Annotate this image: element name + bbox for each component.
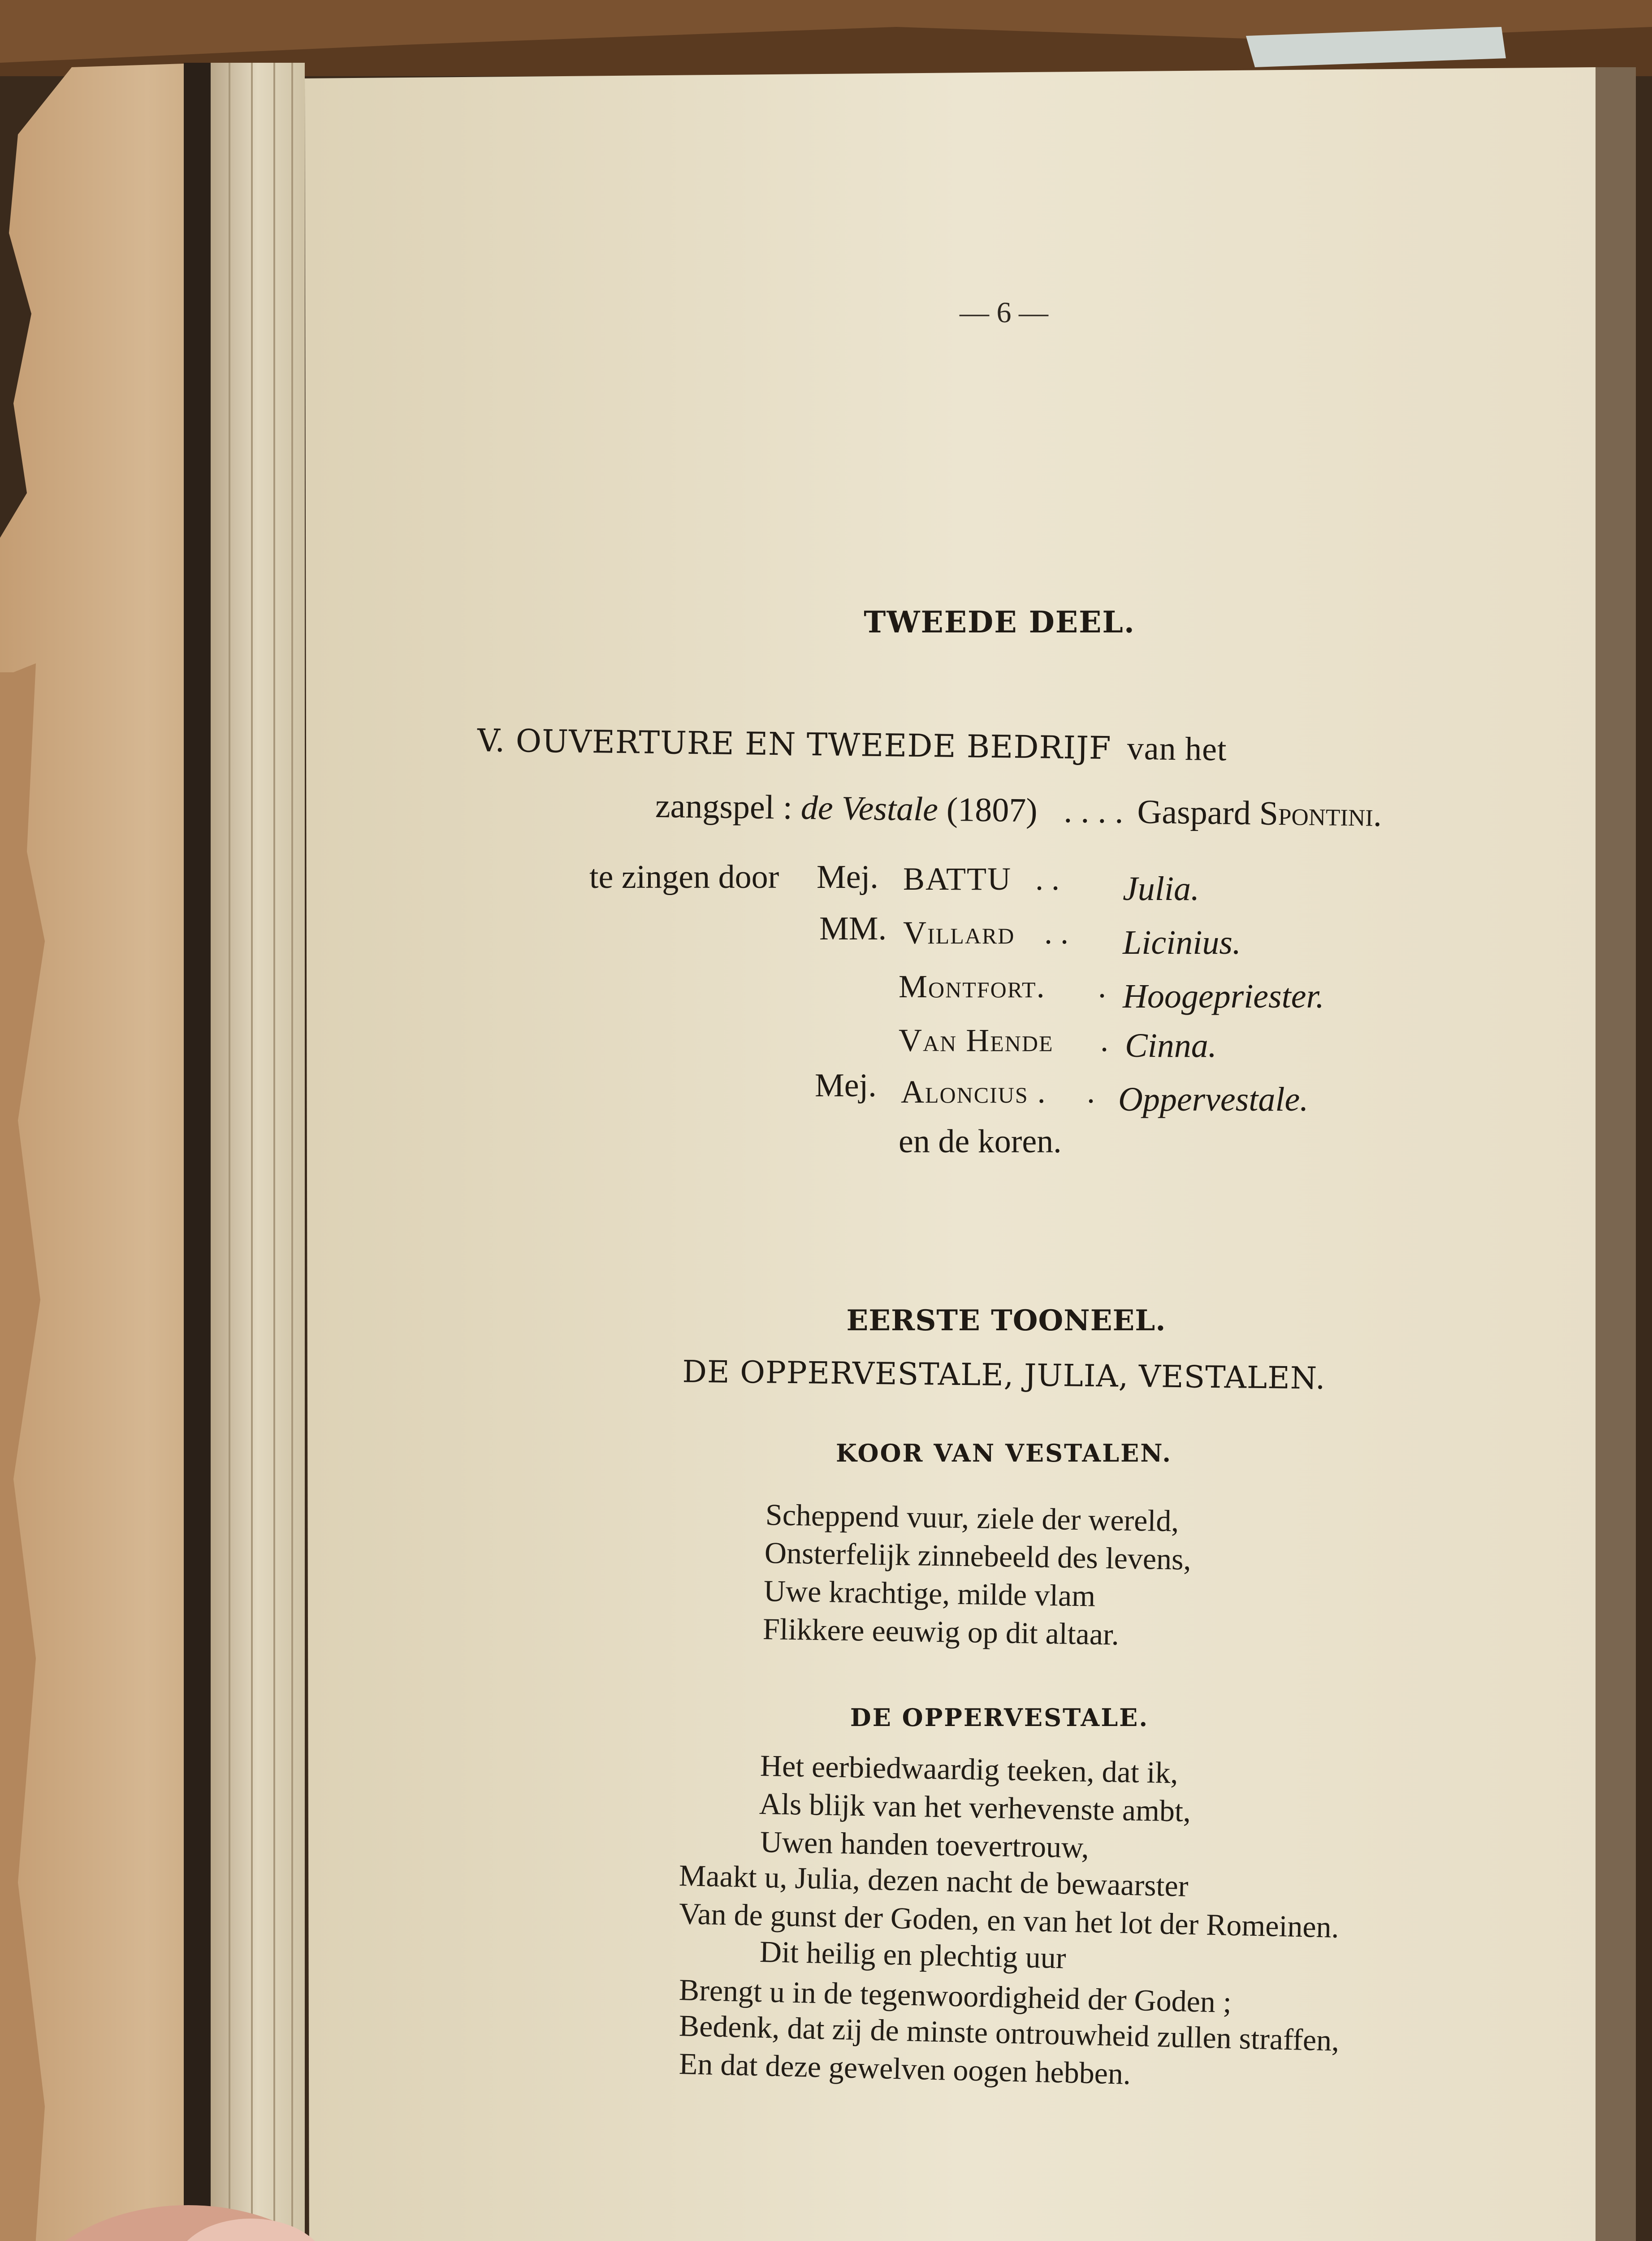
verse-line: Brengt u in de tegenwoordigheid der Goden ; — [679, 1973, 1232, 2019]
work-prefix: zangspel : — [655, 787, 801, 826]
program-item-title-main: V. OUVERTURE EN TWEEDE BEDRIJF — [477, 722, 1112, 767]
cast-role: Julia. — [1123, 870, 1199, 908]
verse-line: Flikkere eeuwig op dit altaar. — [762, 1612, 1120, 1652]
cast-singer: BATTU — [903, 861, 1012, 897]
verse-line: Van de gunst der Goden, en van het lot der Romeinen. — [679, 1896, 1340, 1944]
program-item-title — [477, 724, 1227, 766]
cast-dots: . — [1100, 1022, 1108, 1058]
cast-singer: Villard — [903, 915, 1015, 951]
verse-line: Scheppend vuur, ziele der wereld, — [765, 1497, 1179, 1538]
cast-dots: . — [1087, 1074, 1095, 1110]
verse-line: Dit heilig en plechtig uur — [759, 1934, 1067, 1975]
cast-prefix: MM. — [819, 910, 887, 947]
cast-dots: . . — [1035, 861, 1060, 897]
cast-dots: . — [1098, 969, 1106, 1004]
verse-line: Maakt u, Julia, dezen nacht de bewaarster — [679, 1858, 1189, 1903]
work-title: de Vestale — [800, 788, 938, 828]
verse-line: En dat deze gewelven oogen hebben. — [679, 2046, 1131, 2091]
speaker-heading: DE OPPERVESTALE. — [850, 1703, 1149, 1732]
cast-role: Oppervestale. — [1118, 1081, 1309, 1118]
work-year: (1807) — [938, 790, 1038, 830]
cast-chorus: en de koren. — [899, 1123, 1062, 1160]
cast-singer: Montfort. — [899, 969, 1046, 1004]
chorus-heading: KOOR VAN VESTALEN. — [835, 1439, 1172, 1467]
verse-line: Uwe krachtige, milde vlam — [763, 1574, 1096, 1613]
verse-line: Uwen handen toevertrouw, — [760, 1825, 1090, 1865]
cast-singer: Aloncius . — [901, 1074, 1047, 1110]
composer-last: Spontini. — [1259, 794, 1382, 834]
page-number: — 6 — — [960, 296, 1048, 329]
cast-role: Cinna. — [1125, 1027, 1217, 1064]
cast-prefix: Mej. — [815, 1067, 877, 1104]
program-item-title-tail: van het — [1127, 730, 1228, 768]
scene-title: EERSTE TOONEEL. — [846, 1304, 1166, 1337]
scene-characters: DE OPPERVESTALE, JULIA, VESTALEN. — [682, 1354, 1326, 1397]
cast-singer: Van Hende — [899, 1022, 1054, 1058]
cast-role: Hoogepriester. — [1123, 978, 1324, 1015]
verse-line: Onsterfelijk zinnebeeld des levens, — [764, 1536, 1192, 1576]
composer-first: Gaspard — [1137, 793, 1260, 832]
verse-line: Als blijk van het verhevenste ambt, — [759, 1787, 1191, 1828]
program-item-work — [655, 789, 1382, 832]
cast-dots: . . — [1044, 915, 1068, 951]
part-title: TWEEDE DEEL. — [864, 605, 1135, 640]
verse-line: Bedenk, dat zij de minste ontrouwheid zullen straffen, — [679, 2008, 1340, 2058]
work-dots: . . . . — [1064, 792, 1124, 831]
cast-intro: te zingen door — [589, 859, 779, 896]
cast-role: Licinius. — [1123, 924, 1241, 961]
cast-prefix: Mej. — [817, 859, 878, 896]
verse-line: Het eerbiedwaardig teeken, dat ik, — [760, 1748, 1179, 1790]
